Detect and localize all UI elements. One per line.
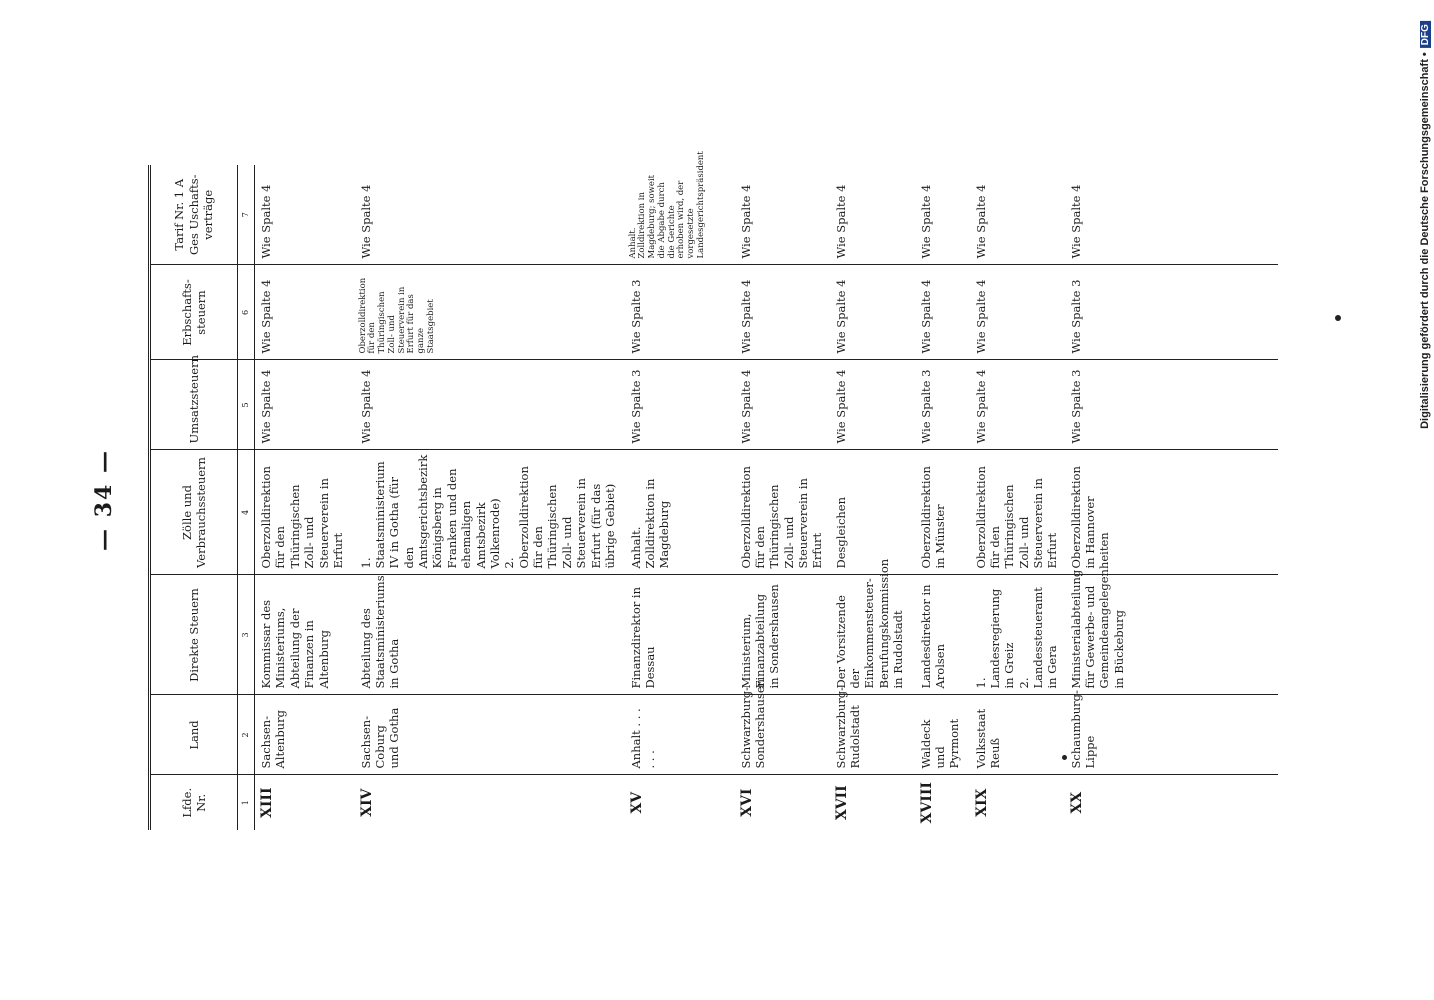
cell-direkte: Landesdirektor in Arolsen	[915, 575, 970, 695]
row-number: XV	[628, 791, 645, 814]
cell-direkte: Abteilung des Staatsministeriums in Gotha	[355, 575, 625, 695]
table-row	[735, 165, 830, 830]
table-row	[915, 165, 970, 830]
cell-land: Sachsen-Coburg und Gotha	[355, 695, 625, 775]
header-zoelle: Zölle und Verbrauchssteuern	[150, 450, 238, 575]
column-number-row	[238, 165, 255, 830]
cell-umsatz: Wie Spalte 3	[915, 360, 970, 450]
cell-direkte: Der Vorsitzende der Einkommensteuer-Berufungskommission in Rudolstadt	[830, 575, 915, 695]
column-number: 1	[238, 775, 255, 830]
cell-zoelle-item-2: 2. Oberzolldirektion für den Thüringischen Zoll- und Steuerverein in Erfurt (für das übrige Gebiet)	[502, 466, 617, 569]
cell-umsatz: Wie Spalte 4	[735, 360, 830, 450]
cell-zoelle: Oberzolldirektion für den Thüringischen Zoll- und Steuerverein in Erfurt	[970, 450, 1065, 575]
cell-tarif: Wie Spalte 4	[915, 165, 970, 265]
cell-land: Schaumburg-Lippe	[1065, 695, 1279, 775]
table-row	[255, 165, 355, 830]
header-land: Land	[150, 695, 238, 775]
cell-tarif: Wie Spalte 4	[355, 165, 625, 265]
column-number: 2	[238, 695, 255, 775]
cell-erbschaft: Oberzolldirektion für den Thüringischen Zoll- und Steuerverein in Erfurt für das ganze Staatsgebiet	[355, 265, 625, 360]
footer-credit	[1419, 21, 1431, 429]
table-row	[1065, 165, 1279, 830]
cell-tarif: Wie Spalte 4	[830, 165, 915, 265]
cell-erbschaft: Wie Spalte 4	[255, 265, 355, 360]
cell-erbschaft: Wie Spalte 4	[735, 265, 830, 360]
column-number: 6	[238, 265, 255, 360]
cell-tarif: Wie Spalte 4	[735, 165, 830, 265]
row-number: XVII	[833, 785, 850, 821]
cell-erbschaft: Wie Spalte 3	[625, 265, 735, 360]
cell-erbschaft: Wie Spalte 4	[830, 265, 915, 360]
column-number: 5	[238, 360, 255, 450]
cell-direkte: Ministerialabteilung für Gewerbe- und Gemeindeangelegenheiten in Bückeburg	[1065, 575, 1279, 695]
cell-land: Schwarzburg-Sondershausen	[735, 695, 830, 775]
cell-umsatz: Wie Spalte 3	[625, 360, 735, 450]
header-umsatz: Umsatzsteuern	[150, 360, 238, 450]
row-number: XIV	[358, 788, 375, 817]
cell-tarif: Wie Spalte 4	[1065, 165, 1279, 265]
cell-erbschaft: Wie Spalte 3	[1065, 265, 1279, 360]
cell-umsatz: Wie Spalte 4	[970, 360, 1065, 450]
cell-direkte: Ministerium, Finanzabteilung in Sondershausen	[735, 575, 830, 695]
table-row	[625, 165, 735, 830]
row-number: XIII	[259, 787, 275, 819]
header-tarif: Tarif Nr. 1 A Ges Uschafts-verträge	[150, 165, 238, 265]
cell-umsatz: Wie Spalte 3	[1065, 360, 1279, 450]
cell-land: Waldeck und Pyrmont	[915, 695, 970, 775]
cell-umsatz: Wie Spalte 4	[355, 360, 625, 450]
cell-zoelle: Oberzolldirektion für den Thüringischen Zoll- und Steuerverein in Erfurt	[255, 450, 355, 575]
cell-zoelle: Oberzolldirektion in Hannover	[1065, 450, 1279, 575]
cell-land: Schwarzburg-Rudolstadt	[830, 695, 915, 775]
scan-speck	[1335, 315, 1341, 321]
footer-credit-text: Digitalisierung gefördert durch die Deutsche Forschungsgemeinschaft •	[1419, 52, 1431, 429]
cell-direkte	[970, 575, 1065, 695]
table	[148, 151, 1278, 830]
cell-umsatz: Wie Spalte 4	[255, 360, 355, 450]
cell-zoelle: Oberzolldirektion in Münster	[915, 450, 970, 575]
cell-zoelle: Anhalt. Zolldirektion in Magdeburg	[625, 450, 735, 575]
table-row	[970, 165, 1065, 830]
column-number: 7	[238, 165, 255, 265]
cell-direkte-item-1: 1. Landesregierung in Greiz	[973, 588, 1017, 689]
cell-zoelle	[355, 450, 625, 575]
dfg-logo: DFG	[1420, 21, 1431, 48]
row-number: XX	[1068, 791, 1085, 814]
cell-zoelle: Desgleichen	[830, 450, 915, 575]
header-nr: Lfde. Nr.	[150, 775, 238, 830]
cell-zoelle: Oberzolldirektion für den Thüringischen Zoll- und Steuerverein in Erfurt	[735, 450, 830, 575]
cell-land: Volksstaat Reuß	[970, 695, 1065, 775]
table-row	[355, 165, 625, 830]
cell-direkte-item-2: 2. Landessteueramt in Gera	[1016, 587, 1060, 689]
column-number: 3	[238, 575, 255, 695]
cell-tarif: Wie Spalte 4	[255, 165, 355, 265]
cell-land: Anhalt . . . . . .	[625, 695, 735, 775]
cell-erbschaft: Wie Spalte 4	[970, 265, 1065, 360]
cell-umsatz: Wie Spalte 4	[830, 360, 915, 450]
header-direkte: Direkte Steuern	[150, 575, 238, 695]
cell-tarif: Wie Spalte 4	[970, 165, 1065, 265]
row-number: XVI	[738, 788, 755, 817]
table-header-row	[150, 165, 238, 830]
authority-table	[148, 151, 1278, 830]
cell-direkte: Finanzdirektor in Dessau	[625, 575, 735, 695]
cell-direkte: Kommissar des Ministeriums, Abteilung der Finanzen in Altenburg	[255, 575, 355, 695]
cell-erbschaft: Wie Spalte 4	[915, 265, 970, 360]
row-number: XIX	[973, 788, 990, 817]
header-erbschaft: Erbschafts-steuern	[150, 265, 238, 360]
cell-zoelle-item-1: 1. Staatsministerium IV in Gotha (für den Amtsgerichtsbezirk Königsberg in Franken und den ehemaligen Amtsbezirk Volkenrode)	[358, 454, 502, 569]
column-number: 4	[238, 450, 255, 575]
table-row	[830, 165, 915, 830]
row-number: XVIII	[918, 782, 935, 824]
cell-tarif: Anhalt. Zolldirektion in Magdeburg; soweit die Abgabe durch die Gerichte erhoben wird, der vorgesetzte Landesgerichtspräsident	[625, 165, 735, 265]
cell-land: Sachsen-Altenburg	[255, 695, 355, 775]
page-number: — 34 —	[91, 449, 117, 551]
